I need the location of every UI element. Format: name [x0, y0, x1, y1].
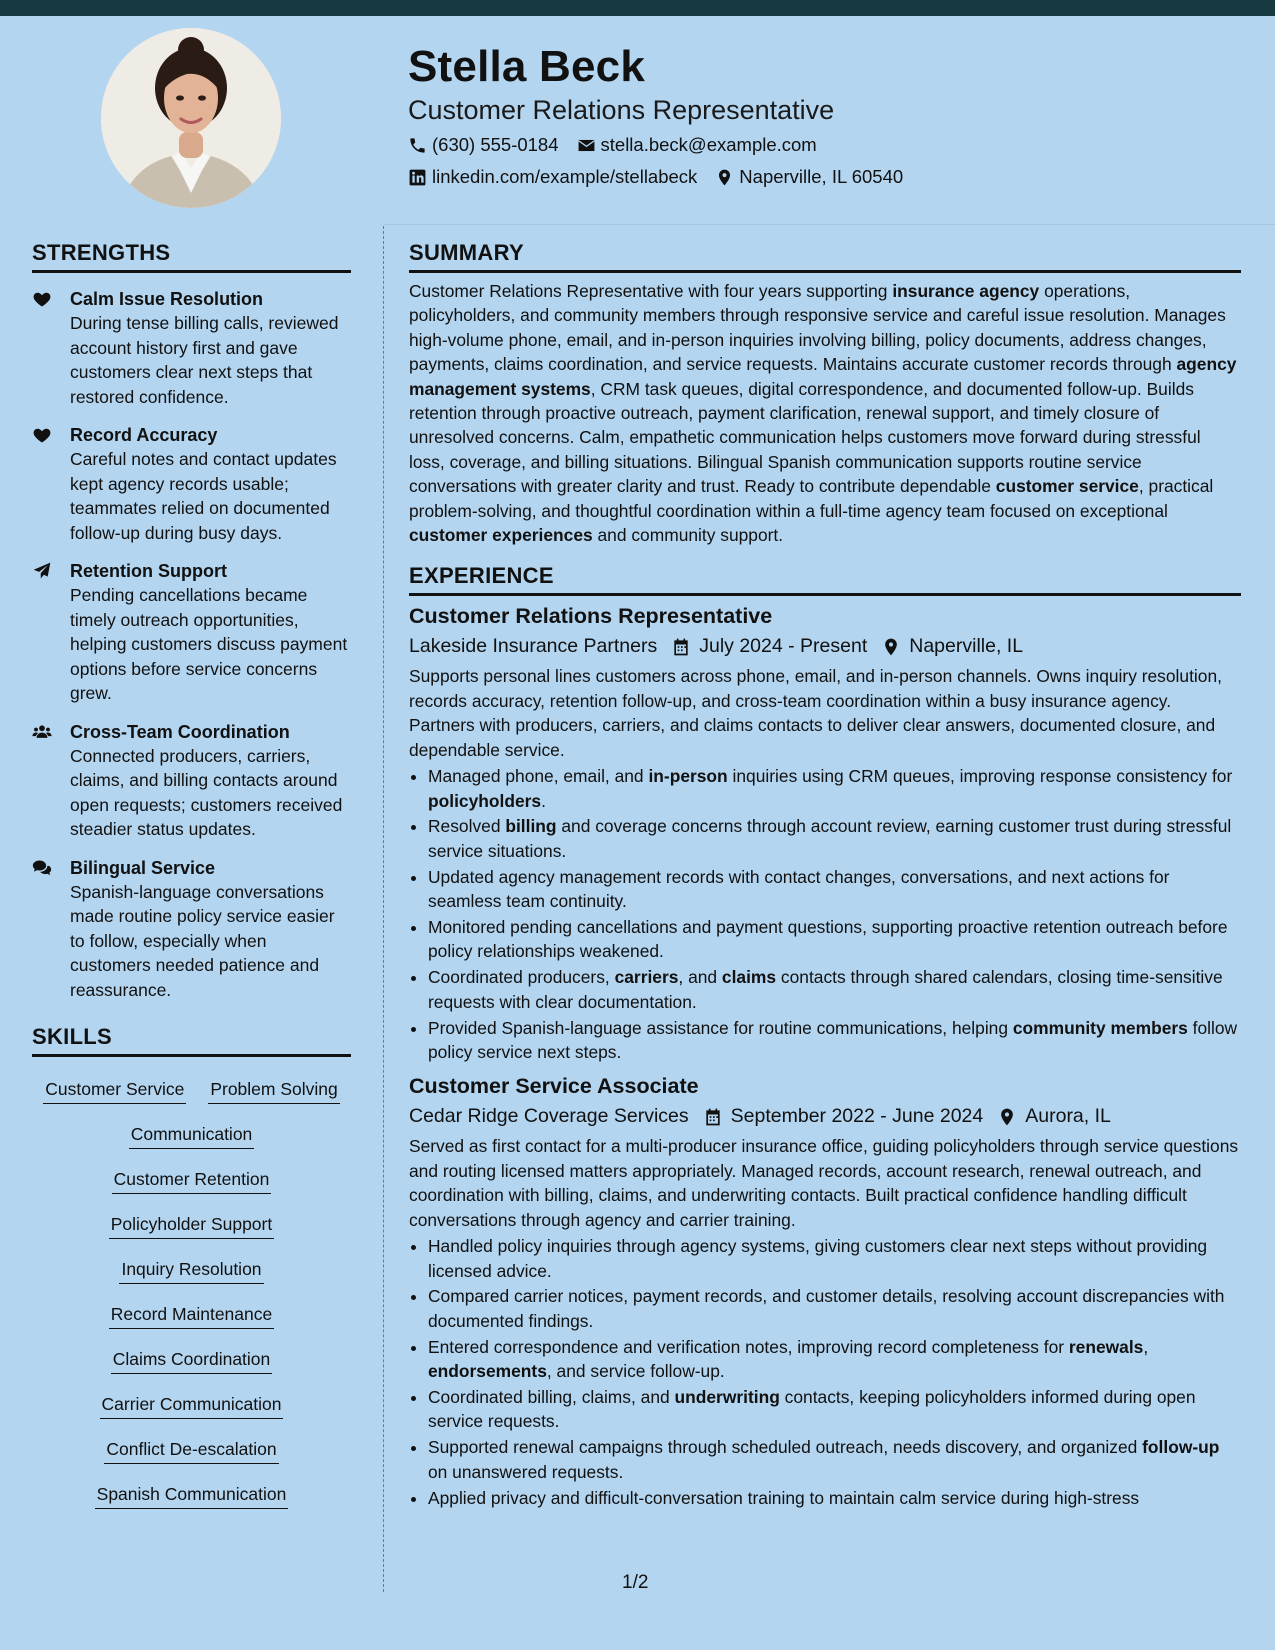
list-item: • Resolved billing and coverage concerns through account review, earning customer trust during stressful service situations.: [428, 814, 1241, 863]
comments-icon: [32, 856, 56, 1003]
strength-title: Bilingual Service: [70, 857, 216, 878]
skill-tag: Policyholder Support: [109, 1206, 274, 1239]
location-contact: [715, 166, 903, 188]
list-item: • Coordinated producers, carriers, and claims contacts through shared calendars, closing time-sensitive requests with clear documentation.: [428, 965, 1241, 1014]
list-item: • Monitored pending cancellations and payment questions, supporting proactive retention outreach before policy relationships weakened.: [428, 915, 1241, 964]
strength-item: [32, 720, 351, 842]
strengths-heading: STRENGTHS: [32, 240, 351, 273]
calendar-icon: [671, 637, 691, 657]
skill-tag: Conflict De-escalation: [104, 1431, 278, 1464]
skill-tag: Record Maintenance: [109, 1296, 274, 1329]
phone-icon: [408, 136, 427, 155]
linkedin-contact[interactable]: [408, 166, 697, 188]
strength-title: Retention Support: [70, 561, 227, 581]
list-item: • Updated agency management records with contact changes, conversations, and next actions for seamless team continuity.: [428, 865, 1241, 914]
strengths-list: [32, 287, 351, 1002]
job-location: Aurora, IL: [997, 1105, 1111, 1128]
job-description: Supports personal lines customers across phone, email, and in-person channels. Owns inquiry resolution, records accuracy, retention follow-up, and cross-team coordination within a busy insurance agency. Partners with producers, carriers, and claims contacts to deliver clear answers, documented closure, and dependable service.: [409, 666, 1222, 760]
summary-heading: SUMMARY: [409, 240, 1241, 273]
left-column: [32, 240, 351, 1513]
skill-tag: Spanish Communication: [95, 1476, 289, 1509]
job-entry: [409, 1074, 1241, 1510]
job-dates: July 2024 - Present: [671, 635, 867, 658]
job-location: Naperville, IL: [881, 635, 1023, 658]
strength-item: [32, 287, 351, 409]
strength-item: [32, 856, 351, 1003]
column-divider: [383, 226, 384, 1592]
page-number: 1/2: [622, 1572, 649, 1593]
strength-description: Spanish-language conversations made routine policy service easier to follow, especially when customers needed patience and reassurance.: [70, 881, 335, 1000]
job-meta: [409, 1105, 1241, 1128]
job-description: Served as first contact for a multi-producer insurance office, guiding policyholders through service questions and routing licensed matters appropriately. Managed records, account research, renewal outreach, and coordination with billing, claims, and underwriting contacts. Built practical confidence handling difficult conversations through agency and carrier training.: [409, 1136, 1239, 1230]
strength-description: Connected producers, carriers, claims, and billing contacts around open requests; customers received steadier status updates.: [70, 745, 343, 839]
skill-tag: Inquiry Resolution: [119, 1251, 263, 1284]
job-title: Customer Service Associate: [409, 1074, 699, 1099]
contact-line-primary: [408, 134, 835, 156]
map-pin-icon: [997, 1107, 1017, 1127]
job-dates: September 2022 - June 2024: [703, 1105, 984, 1128]
top-accent-bar: [0, 0, 1275, 16]
candidate-title: Customer Relations Representative: [408, 95, 835, 125]
job-meta: [409, 635, 1241, 658]
skill-tag: Customer Service: [43, 1071, 186, 1104]
contact-line-secondary: [408, 166, 921, 188]
map-pin-icon: [715, 168, 734, 187]
skill-tag: Carrier Communication: [100, 1386, 284, 1419]
strength-description: Careful notes and contact updates kept agency records usable; teammates relied on documented follow-up during busy days.: [70, 449, 337, 543]
phone-contact[interactable]: [408, 134, 559, 156]
header-divider: [384, 224, 1275, 225]
heart-icon: [32, 423, 56, 545]
summary-text: Customer Relations Representative with four years supporting insurance agency operations, policyholders, and community members through responsive service and careful issue resolution. Manages high-volume phone, email, and in-person inquiries involving billing, policy documents, address changes, payments, claims coordination, and service requests. Maintains accurate customer records through agency management systems, CRM task queues, digital correspondence, and documented follow-up. Builds retention through proactive outreach, payment clarification, renewal support, and timely closure of unresolved concerns. Calm, empathetic communication helps customers move forward during stressful loss, coverage, and billing situations. Bilingual Spanish communication supports routine service conversations with greater clarity and trust. Ready to contribute dependable customer service, practical problem-solving, and thoughtful coordination within a full-time agency team focused on exceptional customer experiences and community support.: [409, 281, 1237, 546]
skills-list: [32, 1063, 351, 1513]
right-column: [409, 240, 1241, 1512]
email-text: stella.beck@example.com: [600, 134, 817, 155]
linkedin-text: linkedin.com/example/stellabeck: [432, 166, 698, 187]
job-title: Customer Relations Representative: [409, 604, 773, 629]
list-item: • Managed phone, email, and in-person inquiries using CRM queues, improving response consistency for policyholders.: [428, 764, 1241, 813]
list-item: • Handled policy inquiries through agency systems, giving customers clear next steps without providing licensed advice.: [428, 1234, 1241, 1283]
strength-title: Record Accuracy: [70, 425, 218, 445]
skill-tag: Claims Coordination: [111, 1341, 273, 1374]
heart-icon: [32, 287, 56, 409]
envelope-icon: [577, 136, 596, 155]
email-contact[interactable]: [577, 134, 817, 156]
job-bullets: [409, 1234, 1241, 1510]
job-bullets: [409, 764, 1241, 1064]
strength-title: Cross-Team Coordination: [70, 721, 290, 742]
skill-tag: Problem Solving: [208, 1071, 339, 1104]
experience-list: [409, 604, 1241, 1510]
list-item: • Applied privacy and difficult-conversation training to maintain calm service during high-stress: [428, 1486, 1241, 1510]
experience-heading: EXPERIENCE: [409, 563, 1241, 596]
list-item: • Entered correspondence and verification notes, improving record completeness for renewals, endorsements, and service follow-up.: [428, 1335, 1241, 1384]
skills-heading: SKILLS: [32, 1024, 351, 1057]
users-icon: [32, 720, 56, 842]
profile-photo: [101, 28, 281, 208]
phone-text: (630) 555-0184: [432, 134, 559, 155]
strength-item: [32, 423, 351, 545]
skill-tag: Communication: [129, 1116, 255, 1149]
skill-tag: Customer Retention: [112, 1161, 272, 1194]
job-entry: [409, 604, 1241, 1064]
strength-description: Pending cancellations became timely outreach opportunities, helping customers discuss payment options before service concerns grew.: [70, 585, 348, 703]
location-text: Naperville, IL 60540: [739, 166, 904, 187]
strength-title: Calm Issue Resolution: [70, 289, 264, 309]
list-item: • Coordinated billing, claims, and underwriting contacts, keeping policyholders informed during open service requests.: [428, 1385, 1241, 1434]
paper-plane-icon: [32, 559, 56, 706]
job-company: Lakeside Insurance Partners: [409, 635, 658, 658]
list-item: • Compared carrier notices, payment records, and customer details, resolving account discrepancies with documented findings.: [428, 1284, 1241, 1333]
calendar-icon: [703, 1107, 723, 1127]
candidate-name: Stella Beck: [408, 42, 646, 91]
linkedin-icon: [408, 168, 427, 187]
list-item: • Supported renewal campaigns through scheduled outreach, needs discovery, and organized follow-up on unanswered requests.: [428, 1435, 1241, 1484]
strength-item: [32, 559, 351, 706]
list-item: • Provided Spanish-language assistance for routine communications, helping community members follow policy service next steps.: [428, 1016, 1241, 1065]
map-pin-icon: [881, 637, 901, 657]
job-company: Cedar Ridge Coverage Services: [409, 1105, 689, 1128]
strength-description: During tense billing calls, reviewed account history first and gave customers clear next steps that restored confidence.: [70, 313, 339, 407]
